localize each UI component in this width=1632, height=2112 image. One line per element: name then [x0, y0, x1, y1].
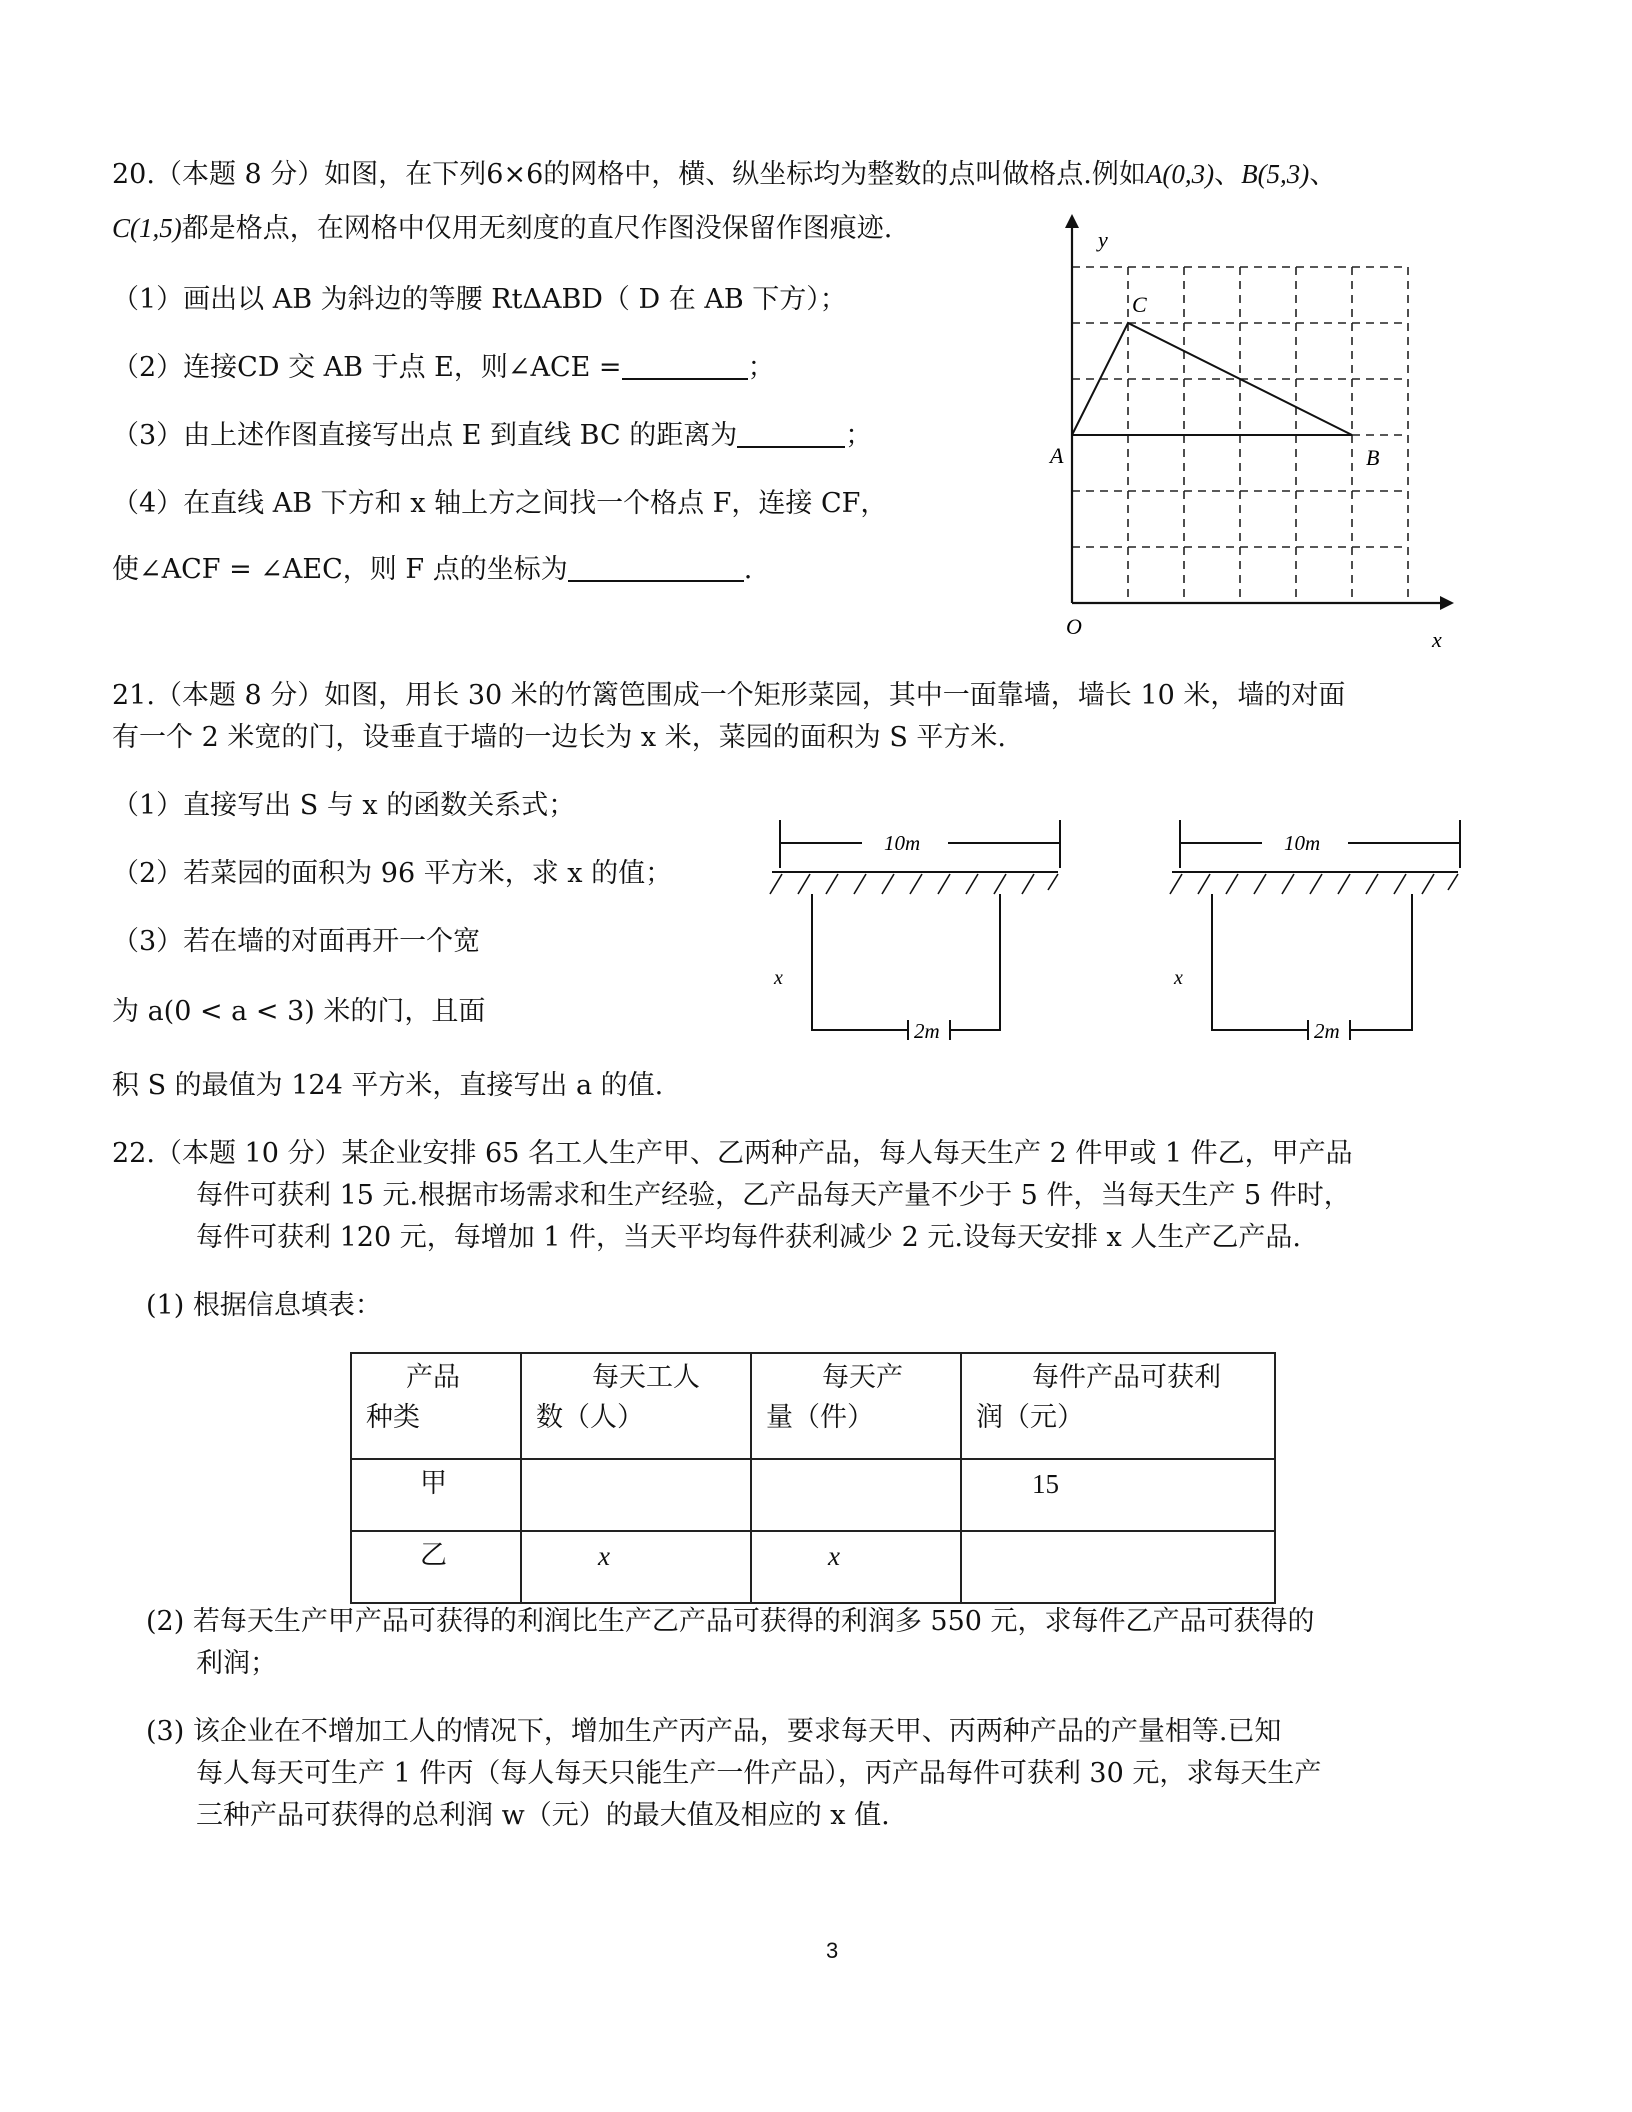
q20-part3: （3）由上述作图直接写出点 E 到直线 BC 的距离为 ； [112, 420, 873, 451]
table-header-cell: 产品 种类 [351, 1353, 521, 1459]
table-cell: 15 [961, 1459, 1275, 1531]
q21-part3-cont2: 积 S 的最值为 124 平方米，直接写出 a 的值. [112, 1070, 664, 1101]
side-x-label: x [1174, 967, 1183, 989]
q22-part2-cont: 利润； [196, 1648, 277, 1679]
q20-line1: 20.（本题 8 分）如图，在下列6×6的网格中，横、纵坐标均为整数的点叫做格点.例如A(0,3)、B(5,3)、 [112, 159, 1337, 190]
point-b: B(5,3) [1241, 159, 1310, 189]
point-b-label: B [1366, 445, 1380, 470]
q21-part2: （2）若菜园的面积为 96 平方米，求 x 的值； [112, 858, 673, 889]
point-c-label: C [1132, 292, 1147, 317]
q22-part3: (3) 该企业在不增加工人的情况下，增加生产丙产品，要求每天甲、丙两种产品的产量相等.已知 [146, 1716, 1282, 1747]
door-width-label: 2m [914, 1019, 940, 1043]
point-c: C(1,5) [112, 213, 182, 243]
q20-part2: （2）连接CD 交 AB 于点 E，则∠ACE = ； [112, 352, 775, 383]
q21-part1: （1）直接写出 S 与 x 的函数关系式； [112, 790, 576, 821]
side-x-label: x [774, 967, 783, 989]
info-table [350, 1352, 1276, 1604]
q20-part4: （4）在直线 AB 下方和 x 轴上方之间找一个格点 F，连接 CF， [112, 488, 888, 519]
table-header-row [351, 1353, 1275, 1459]
wall-length-label: 10m [1284, 831, 1321, 855]
table-header-cell: 每天产 量（件） [751, 1353, 961, 1459]
q20-part4-cont: 使∠ACF = ∠AEC，则 F 点的坐标为 . [112, 554, 753, 585]
q22-line2: 每件可获利 15 元.根据市场需求和生产经验，乙产品每天产量不少于 5 件，当每天生产 5 件时， [196, 1180, 1351, 1211]
point-a-label: A [1050, 443, 1064, 468]
table-row [351, 1531, 1275, 1603]
answer-blank[interactable] [622, 354, 748, 380]
q22-line1: 22.（本题 10 分）某企业安排 65 名工人生产甲、乙两种产品，每人每天生产 2 件甲或 1 件乙，甲产品 [112, 1138, 1353, 1169]
table-cell[interactable] [521, 1459, 751, 1531]
grid-figure [1020, 210, 1460, 660]
table-cell[interactable] [751, 1459, 961, 1531]
q21-part3-cont: 为 a(0 < a < 3) 米的门，且面 [112, 996, 486, 1027]
table-row [351, 1459, 1275, 1531]
q21-part3: （3）若在墙的对面再开一个宽 [112, 926, 481, 957]
table-cell: 甲 [351, 1459, 521, 1531]
table-cell: x [751, 1531, 961, 1603]
page-number: 3 [826, 1938, 839, 1963]
table-header-cell: 每天工人 数（人） [521, 1353, 751, 1459]
wall-length-label: 10m [884, 831, 921, 855]
q21-line2: 有一个 2 米宽的门，设垂直于墙的一边长为 x 米，菜园的面积为 S 平方米. [112, 722, 1006, 753]
garden-figure-1 [760, 810, 1080, 1060]
answer-blank[interactable] [737, 422, 845, 448]
q21-line1: 21.（本题 8 分）如图，用长 30 米的竹篱笆围成一个矩形菜园，其中一面靠墙，墙长 10 米，墙的对面 [112, 680, 1346, 711]
table-cell: 乙 [351, 1531, 521, 1603]
x-axis-label: x [1432, 627, 1442, 652]
table-cell: x [521, 1531, 751, 1603]
garden-figure-2 [1160, 810, 1480, 1060]
y-axis-label: y [1098, 227, 1108, 252]
q22-part1: (1) 根据信息填表： [146, 1290, 382, 1321]
q22-part3-cont2: 三种产品可获得的总利润 w（元）的最大值及相应的 x 值. [196, 1800, 890, 1831]
table-cell[interactable] [961, 1531, 1275, 1603]
door-width-label: 2m [1314, 1019, 1340, 1043]
q20-part1: （1）画出以 AB 为斜边的等腰 RtΔABD（ D 在 AB 下方）； [112, 284, 847, 315]
q20-line2: C(1,5)都是格点，在网格中仅用无刻度的直尺作图没保留作图痕迹. [112, 213, 893, 244]
point-a: A(0,3) [1145, 159, 1215, 189]
q22-part2: (2) 若每天生产甲产品可获得的利润比生产乙产品可获得的利润多 550 元，求每件乙产品可获得的 [146, 1606, 1315, 1637]
origin-label: O [1066, 614, 1082, 639]
table-header-cell: 每件产品可获利 润（元） [961, 1353, 1275, 1459]
q22-part3-cont: 每人每天可生产 1 件丙（每人每天只能生产一件产品），丙产品每件可获利 30 元，求每天生产 [196, 1758, 1322, 1789]
answer-blank[interactable] [568, 556, 744, 582]
q22-line3: 每件可获利 120 元，每增加 1 件，当天平均每件获利减少 2 元.设每天安排 x 人生产乙产品. [196, 1222, 1301, 1253]
